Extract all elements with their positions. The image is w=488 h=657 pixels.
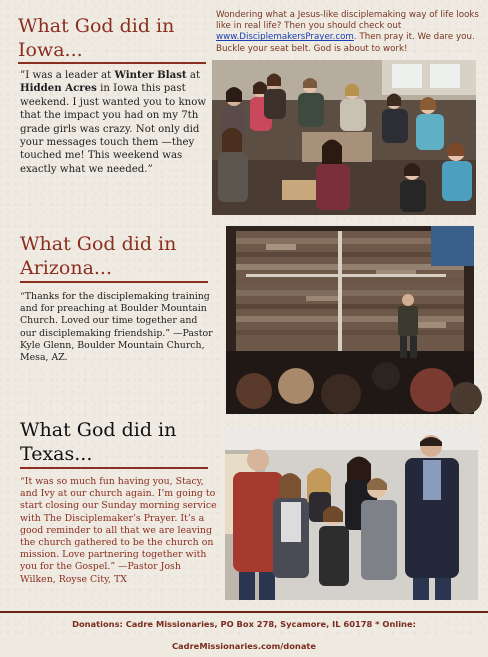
arizona-heading-underline xyxy=(20,281,208,283)
texas-heading-line2: Texas... xyxy=(20,443,93,465)
iowa-quote-event: Winter Blast xyxy=(114,69,187,81)
iowa-quote-venue: Hidden Acres xyxy=(20,82,97,95)
texas-group-photo-illustration xyxy=(225,430,478,600)
iowa-heading-line1: What God did in xyxy=(18,15,175,37)
arizona-church-photo xyxy=(226,226,474,414)
arizona-heading-line1: What God did in xyxy=(20,233,177,255)
arizona-heading-line2: Arizona... xyxy=(20,257,113,279)
iowa-quote-text-2: at xyxy=(186,70,201,81)
texas-group-photo xyxy=(225,430,478,600)
iowa-testimonial xyxy=(20,69,212,176)
arizona-testimonial: “Thanks for the disciplemaking training and for preaching at Boulder Mountain Church. Loved our time together and our disciplemaking friendship.” —Pastor Kyle Glenn, Boulder Mountain Church, Mesa, AZ. xyxy=(20,291,213,364)
arizona-church-photo-illustration xyxy=(226,226,474,414)
arizona-heading xyxy=(20,232,220,280)
iowa-group-photo-illustration xyxy=(212,60,476,215)
intro-blurb xyxy=(216,10,482,55)
texas-heading xyxy=(20,418,220,466)
intro-text-before: Wondering what a Jesus-like disciplemaking way of life looks like in real life? Then you should check out xyxy=(216,10,479,32)
iowa-heading-line2: Iowa... xyxy=(18,39,83,61)
texas-testimonial: “It was so much fun having you, Stacy, and Ivy at our church again. I’m going to start closing our Sunday morning service with The Disciplemaker’s Prayer. It’s a good reminder to all that we are leaving the church gathered to be the church on mission. Love partnering together with you for the Gospel.” —Pastor Josh Wilken, Royse City, TX xyxy=(20,476,217,585)
iowa-heading-underline xyxy=(18,62,206,64)
donations-footer: Donations: Cadre Missionaries, PO Box 278, Sycamore, IL 60178 * Online: CadreMissionaries.com/donate xyxy=(0,611,488,637)
iowa-quote-text-3: in Iowa this past weekend. I just wanted you to know that the impact you had on my 7th grade girls was crazy. Not only did your messages touch them —they touched me! This weekend was exactly what we needed.” xyxy=(20,83,207,175)
iowa-heading xyxy=(18,14,208,62)
intro-text-after: . Then pray it. We dare you. Buckle your seat belt. God is about to work! xyxy=(216,32,475,54)
iowa-quote-text-1: ”I was a leader at xyxy=(20,70,115,81)
disciplemakers-prayer-link[interactable]: www.DisciplemakersPrayer.com xyxy=(216,32,354,43)
iowa-group-photo xyxy=(212,60,476,215)
texas-heading-line1: What God did in xyxy=(20,419,177,441)
texas-heading-underline xyxy=(20,467,208,469)
